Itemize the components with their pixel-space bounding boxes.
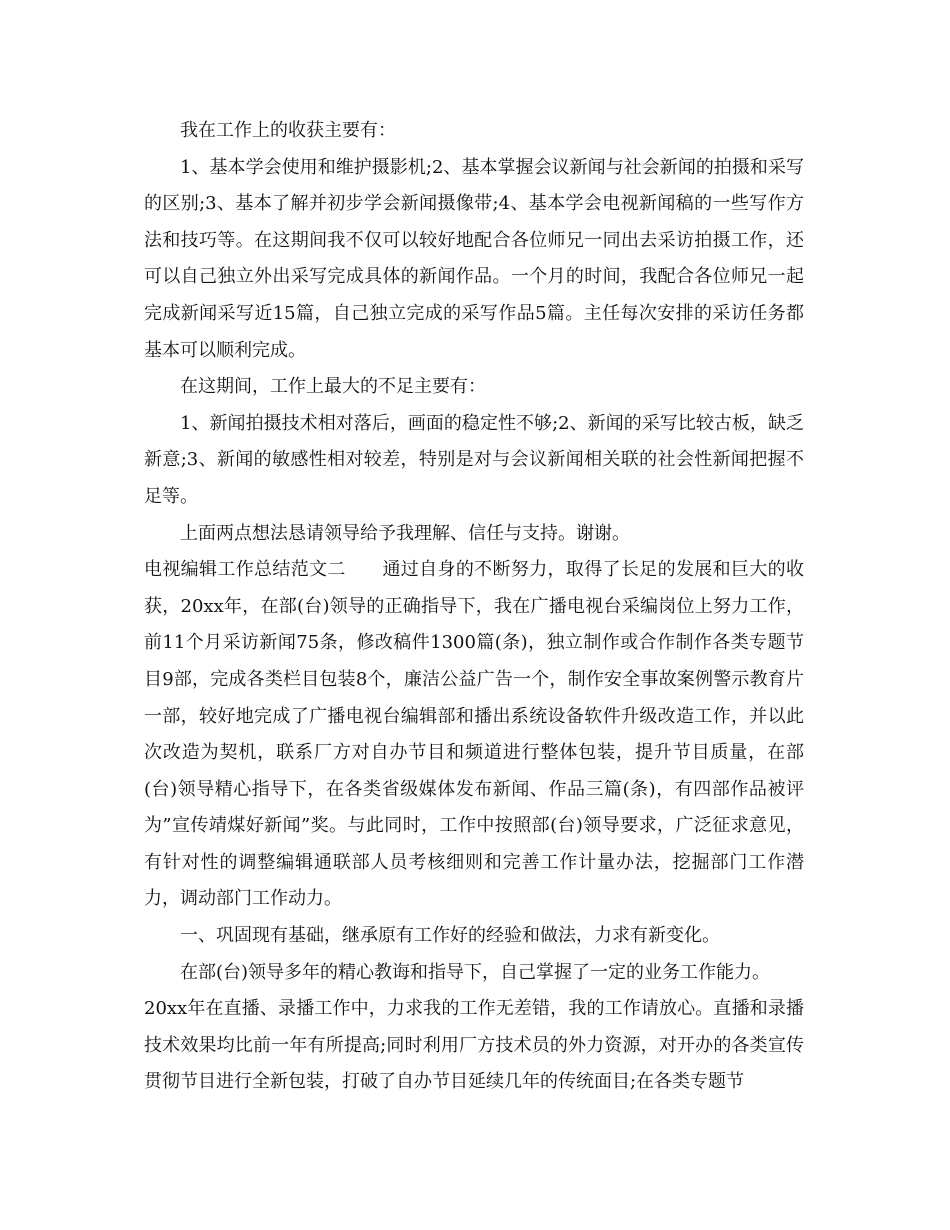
sample-two-text: 通过自身的不断努力，取得了长足的发展和巨大的收获，20xx年，在部(台)领导的正确指导下，我在广播电视台采编岗位上努力工作，前11个月采访新闻75条，修改稿件1300篇(条)，独立制作或合作制作各类专题节目9部，完成各类栏目包装8个，廉洁公益广告一个，制作安全事故案例警示教育片一部，较好地完成了广播电视台编辑部和播出系统设备软件升级改造工作，并以此次改造为契机，联系厂方对自办节目和频道进行整体包装，提升节目质量，在部(台)领导精心指导下，在各类省级媒体发布新闻、作品三篇(条)，有四部作品被评为”宣传靖煤好新闻”奖。与此同时，工作中按照部(台)领导要求，广泛征求意见，有针对性的调整编辑通联部人员考核细则和完善工作计量办法，挖掘部门工作潜力，调动部门工作动力。	[144, 559, 805, 910]
paragraph-ability: 在部(台)领导多年的精心教诲和指导下，自己掌握了一定的业务工作能力。	[180, 961, 771, 983]
paragraph-closing: 上面两点想法恳请领导给予我理解、信任与支持。谢谢。	[180, 522, 630, 544]
title-spacer	[346, 559, 383, 580]
paragraph-sample-two	[144, 552, 804, 918]
document-body	[144, 113, 804, 1101]
paragraph-harvest-list: 1、基本学会使用和维护摄影机;2、基本掌握会议新闻与社会新闻的拍摄和采写的区别;3、基本了解并初步学会新闻摄像带;4、基本学会电视新闻稿的一些写作方法和技巧等。在这期间我不仅可以较好地配合各位师兄一同出去采访拍摄工作，还可以自己独立外出采写完成具体的新闻作品。一个月的时间，我配合各位师兄一起完成新闻采写近15篇，自己独立完成的采写作品5篇。主任每次安排的采访任务都基本可以顺利完成。	[144, 156, 804, 361]
paragraph-harvest-intro: 我在工作上的收获主要有：	[180, 120, 396, 141]
paragraph-shortcomings-list: 1、新闻拍摄技术相对落后，画面的稳定性不够;2、新闻的采写比较古板，缺乏新意;3、新闻的敏感性相对较差，特别是对与会议新闻相关联的社会性新闻把握不足等。	[144, 412, 804, 507]
section-title: 电视编辑工作总结范文二	[144, 559, 346, 581]
paragraph-shortcomings-intro: 在这期间，工作上最大的不足主要有：	[180, 376, 486, 398]
paragraph-section-one-heading: 一、巩固现有基础，继承原有工作好的经验和做法，力求有新变化。	[180, 925, 720, 947]
paragraph-broadcast-work: 20xx年在直播、录播工作中，力求我的工作无差错，我的工作请放心。直播和录播技术效果均比前一年有所提高;同时利用厂方技术员的外力资源，对开办的各类宣传贯彻节目进行全新包装，打破了自办节目延续几年的传统面目;在各类专题节	[144, 998, 804, 1093]
